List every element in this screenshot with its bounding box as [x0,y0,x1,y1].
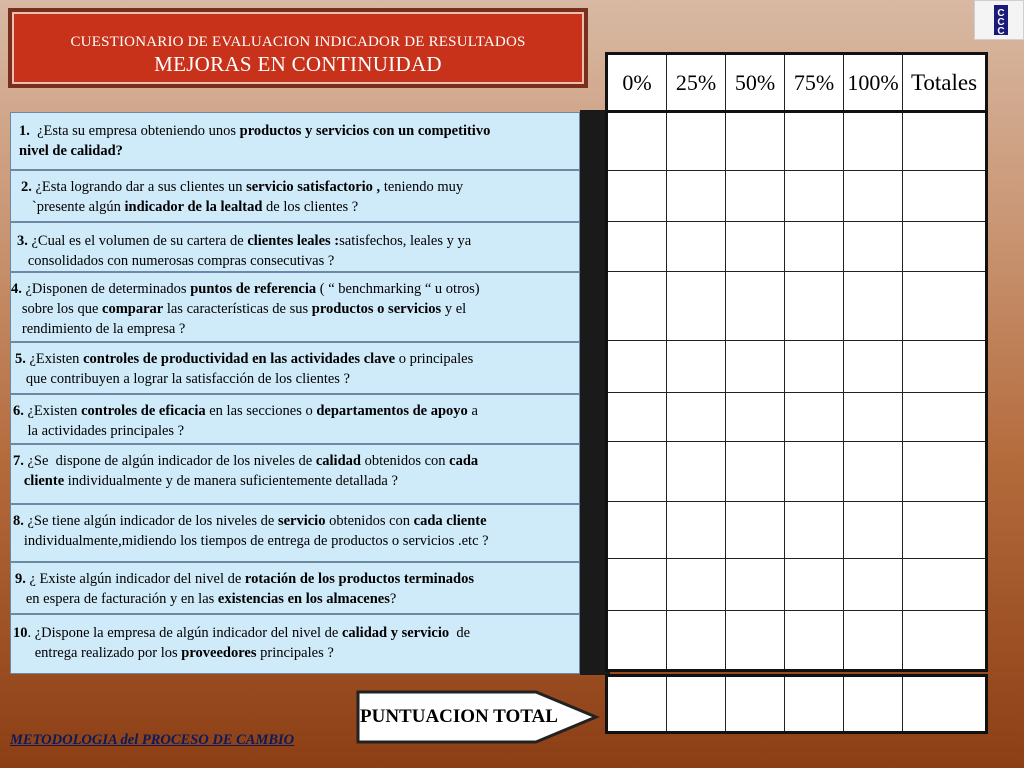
score-cell[interactable] [667,442,726,502]
question-text-segment: a [467,403,478,419]
question-text-segment: la actividades principales ? [13,423,185,439]
question-text-segment: proveedores [181,645,257,661]
total-score-arrow [356,690,602,744]
score-cell[interactable] [903,271,987,341]
score-cell[interactable] [844,559,903,611]
question-10-line-2 [13,643,470,663]
score-cell[interactable] [726,392,785,442]
question-text-segment: ? [389,591,397,607]
score-cell[interactable] [607,559,667,611]
total-score-grid [605,674,988,734]
score-cell[interactable] [726,610,785,671]
score-row-5 [607,341,987,393]
score-cell[interactable] [607,392,667,442]
column-header-totales: Totales [903,54,987,112]
question-text-segment: calidad [315,453,361,469]
question-text-segment: `presente algún [21,199,125,215]
question-text-segment: departamentos de apoyo [316,403,468,419]
question-text-segment: principales ? [256,645,334,661]
score-cell[interactable] [785,170,844,222]
total-score-cell[interactable] [785,676,844,733]
score-cell[interactable] [785,112,844,171]
question-text-segment: indicador de la lealtad [124,199,263,215]
question-3-line-1 [17,231,471,251]
question-number: 9. [15,571,26,587]
score-cell[interactable] [607,501,667,559]
title-line-2: MEJORAS EN CONTINUIDAD [154,52,442,76]
question-4-line-2 [11,299,480,319]
score-row-3 [607,222,987,272]
question-6 [10,394,580,444]
question-text-segment [13,473,24,489]
question-2-line-1 [21,177,463,197]
question-number: 1. [19,123,30,139]
score-row-2 [607,170,987,222]
score-cell[interactable] [607,610,667,671]
total-score-cell[interactable] [607,676,667,733]
score-cell[interactable] [785,341,844,393]
score-cell[interactable] [903,112,987,171]
score-cell[interactable] [726,559,785,611]
question-text-segment: cada cliente [413,513,487,529]
logo-icon [975,1,1023,39]
score-cell[interactable] [844,222,903,272]
score-cell[interactable] [844,170,903,222]
total-score-label: PUNTUACION TOTAL [360,706,558,727]
question-3-line-2 [17,251,471,271]
title-banner [8,8,588,88]
question-number: 4. [11,281,22,297]
question-1-line-1 [19,121,490,141]
question-text-segment: ¿Esta su empresa obteniendo unos [29,123,240,139]
question-1 [10,112,580,170]
question-8 [10,504,580,562]
total-score-cell[interactable] [844,676,903,733]
question-text-segment: . ¿Dispone la empresa de algún indicador del nivel de [27,625,342,641]
total-score-cell[interactable] [903,676,987,733]
question-text-segment: ¿ Existe algún indicador del nivel de [25,571,245,587]
column-header-25pct: 25% [667,54,726,112]
question-number: 3. [17,233,28,249]
question-text-segment: individualmente y de manera suficientemente detallada ? [64,473,398,489]
question-text-segment: en las secciones o [205,403,317,419]
score-cell[interactable] [903,610,987,671]
column-header-100pct: 100% [844,54,903,112]
question-10 [10,614,580,674]
score-cell[interactable] [667,559,726,611]
title-inner [12,12,584,84]
score-cell[interactable] [726,271,785,341]
question-text-segment: rendimiento de la empresa ? [11,321,186,337]
question-text-segment: satisfechos, leales y ya [339,233,472,249]
question-text-segment: entrega realizado por los [13,645,182,661]
question-4-line-3 [11,319,480,339]
question-text-segment: obtenidos con [360,453,450,469]
score-cell[interactable] [667,501,726,559]
question-8-line-2 [13,531,489,551]
score-cell[interactable] [903,170,987,222]
question-9-line-2 [15,589,474,609]
question-text-segment: rotación de los productos terminados [244,571,474,587]
score-cell[interactable] [785,271,844,341]
question-text-segment: productos o servicios [311,301,442,317]
question-text-segment: sobre los que [11,301,103,317]
question-5 [10,342,580,394]
question-text-segment: calidad y servicio [341,625,450,641]
score-cell[interactable] [785,222,844,272]
score-cell[interactable] [726,442,785,502]
total-score-cell[interactable] [667,676,726,733]
score-cell[interactable] [844,341,903,393]
question-text-segment: ¿Esta logrando dar a sus clientes un [31,179,247,195]
score-cell[interactable] [667,170,726,222]
question-text-segment: teniendo muy [380,179,464,195]
question-text-segment: ¿Disponen de determinados [21,281,191,297]
question-text-segment: clientes leales : [247,233,340,249]
score-row-6 [607,392,987,442]
score-cell[interactable] [844,392,903,442]
question-number: 5. [15,351,26,367]
question-text-segment: servicio [277,513,326,529]
score-cell[interactable] [844,501,903,559]
question-text-segment: productos y servicios con un competitivo [239,123,491,139]
score-cell[interactable] [607,112,667,171]
question-text-segment: ¿Cual es el volumen de su cartera de [27,233,248,249]
total-score-cell[interactable] [726,676,785,733]
score-cell[interactable] [607,341,667,393]
question-9-line-1 [15,569,474,589]
score-cell[interactable] [785,559,844,611]
question-number: 6. [13,403,24,419]
score-cell[interactable] [785,610,844,671]
question-text-segment: puntos de referencia [190,281,317,297]
question-number: 8. [13,513,24,529]
score-row-7 [607,442,987,502]
question-text-segment: existencias en los almacenes [217,591,390,607]
question-7-line-2 [13,471,478,491]
question-5-line-1 [15,349,473,369]
question-text-segment: ¿Se dispone de algún indicador de los niveles de [23,453,316,469]
score-row-10 [607,610,987,671]
score-row-9 [607,559,987,611]
score-cell[interactable] [903,559,987,611]
svg-text:C: C [997,8,1005,19]
score-cell[interactable] [844,442,903,502]
grid-header-row [607,54,987,112]
question-text-segment: controles de eficacia [81,403,206,419]
score-cell[interactable] [903,501,987,559]
score-cell[interactable] [844,112,903,171]
score-cell[interactable] [785,442,844,502]
question-text-segment: ¿Se tiene algún indicador de los niveles de [23,513,278,529]
question-3 [10,222,580,272]
question-text-segment: nivel de calidad? [19,143,123,159]
score-cell[interactable] [607,222,667,272]
score-cell[interactable] [607,271,667,341]
question-10-line-1 [13,623,470,643]
column-header-75pct: 75% [785,54,844,112]
footer-methodology: METODOLOGIA del PROCESO DE CAMBIO [10,732,295,748]
question-text-segment: consolidados con numerosas compras consecutivas ? [17,253,335,269]
score-cell[interactable] [667,112,726,171]
score-row-8 [607,501,987,559]
question-text-segment: de [449,625,471,641]
score-cell[interactable] [903,442,987,502]
question-1-line-2 [19,141,490,161]
question-text-segment: ( “ benchmarking “ u otros) [316,281,480,297]
score-cell[interactable] [903,222,987,272]
score-cell[interactable] [667,610,726,671]
score-cell[interactable] [726,341,785,393]
score-cell[interactable] [726,112,785,171]
score-cell[interactable] [667,271,726,341]
total-score-row [607,676,987,733]
question-text-segment: individualmente,midiendo los tiempos de entrega de productos o servicios .etc ? [13,533,489,549]
score-cell[interactable] [667,341,726,393]
column-header-50pct: 50% [726,54,785,112]
score-cell[interactable] [607,442,667,502]
score-cell[interactable] [903,392,987,442]
svg-text:C: C [997,17,1005,28]
score-cell[interactable] [844,271,903,341]
question-4-line-1 [11,279,480,299]
question-2 [10,170,580,222]
question-text-segment: y el [441,301,467,317]
question-text-segment: obtenidos con [325,513,414,529]
question-number: 2. [21,179,32,195]
question-number: 7. [13,453,24,469]
score-cell[interactable] [844,610,903,671]
score-cell[interactable] [667,222,726,272]
question-8-line-1 [13,511,489,531]
column-header-0pct: 0% [607,54,667,112]
score-row-1 [607,112,987,171]
score-cell[interactable] [726,170,785,222]
score-cell[interactable] [607,170,667,222]
question-text-segment: las características de sus [163,301,312,317]
score-cell[interactable] [667,392,726,442]
question-6-line-1 [13,401,478,421]
question-5-line-2 [15,369,473,389]
question-9 [10,562,580,614]
scoring-grid [605,52,988,672]
question-text-segment: comparar [102,301,164,317]
question-number: 10 [13,625,28,641]
question-6-line-2 [13,421,478,441]
question-text-segment: o principales [395,351,474,367]
question-text-segment: en espera de facturación y en las [15,591,218,607]
question-text-segment: de los clientes ? [262,199,359,215]
question-7-line-1 [13,451,478,471]
question-text-segment: cada [449,453,479,469]
score-cell[interactable] [903,341,987,393]
question-text-segment: ¿Existen [25,351,84,367]
question-text-segment: cliente [23,473,65,489]
score-cell[interactable] [726,222,785,272]
question-text-segment: controles de productividad en las actividades clave [83,351,396,367]
question-text-segment: ¿Existen [23,403,82,419]
question-text-segment: servicio satisfactorio , [246,179,381,195]
score-cell[interactable] [785,392,844,442]
company-logo [974,0,1024,40]
title-line-1: CUESTIONARIO DE EVALUACION INDICADOR DE RESULTADOS [70,34,526,50]
score-cell[interactable] [785,501,844,559]
svg-text:C: C [997,26,1005,37]
question-text-segment: que contribuyen a lograr la satisfacción de los clientes ? [15,371,350,387]
question-7 [10,444,580,504]
score-row-4 [607,271,987,341]
question-4 [10,272,580,342]
score-cell[interactable] [726,501,785,559]
question-2-line-2 [21,197,463,217]
